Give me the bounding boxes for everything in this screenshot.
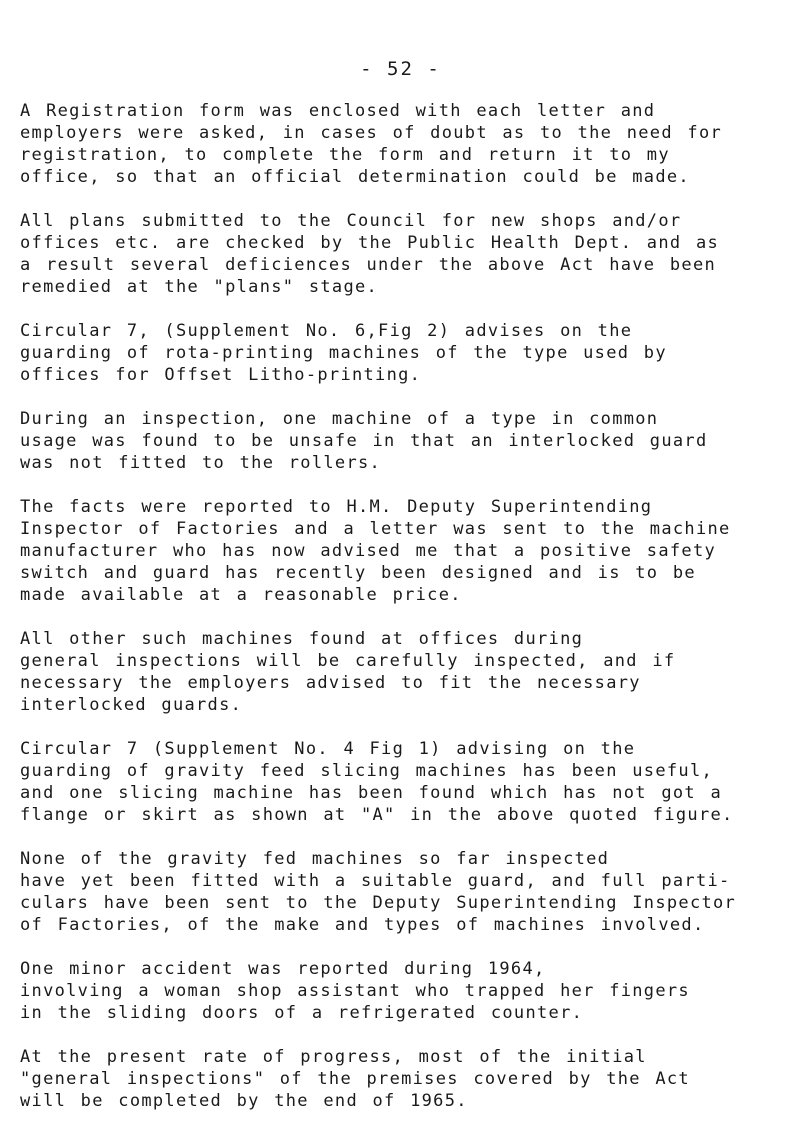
paragraph-inspection-unsafe-machine	[20, 408, 801, 474]
paragraph-circular-7-slicing	[20, 738, 801, 826]
text-line: usage was found to be unsafe in that an interlocked guard	[20, 431, 708, 451]
text-line: was not fitted to the rollers.	[20, 453, 382, 473]
text-line: flange or skirt as shown at "A" in the above quoted figure.	[20, 805, 734, 825]
text-line: "general inspections" of the premises covered by the Act	[20, 1069, 690, 1089]
text-line: None of the gravity fed machines so far inspected	[20, 849, 610, 869]
text-line: switch and guard has recently been designed and is to be	[20, 563, 696, 583]
text-line: of Factories, of the make and types of machines involved.	[20, 915, 705, 935]
text-line: will be completed by the end of 1965.	[20, 1091, 468, 1111]
paragraph-minor-accident	[20, 958, 801, 1024]
paragraph-rate-of-progress	[20, 1046, 801, 1112]
paragraph-registration-form	[20, 100, 801, 188]
text-line: Inspector of Factories and a letter was sent to the machine	[20, 519, 731, 539]
text-line: All other such machines found at offices during	[20, 629, 584, 649]
text-line: A Registration form was enclosed with each letter and	[20, 101, 656, 121]
paragraph-gravity-fed-machines	[20, 848, 801, 936]
text-line: necessary the employers advised to fit the necessary	[20, 673, 641, 693]
page-number: - 52 -	[360, 58, 441, 80]
text-line: guarding of gravity feed slicing machines has been useful,	[20, 761, 714, 781]
text-line: manufacturer who has now advised me that a positive safety	[20, 541, 717, 561]
paragraph-other-machines	[20, 628, 801, 716]
text-line: in the sliding doors of a refrigerated counter.	[20, 1003, 584, 1023]
paragraph-plans-submitted	[20, 210, 801, 298]
text-line: made available at a reasonable price.	[20, 585, 462, 605]
text-line: have yet been fitted with a suitable guard, and full parti-	[20, 871, 731, 891]
text-line: All plans submitted to the Council for new shops and/or	[20, 211, 682, 231]
text-line: One minor accident was reported during 1964,	[20, 959, 546, 979]
text-line: involving a woman shop assistant who trapped her fingers	[20, 981, 690, 1001]
text-line: At the present rate of progress, most of the initial	[20, 1047, 647, 1067]
text-line: During an inspection, one machine of a type in common	[20, 409, 659, 429]
text-line: office, so that an official determination could be made.	[20, 167, 690, 187]
text-line: and one slicing machine has been found which has not got a	[20, 783, 723, 803]
text-line: interlocked guards.	[20, 695, 243, 715]
text-line: employers were asked, in cases of doubt as to the need for	[20, 123, 723, 143]
text-line: guarding of rota-printing machines of the type used by	[20, 343, 667, 363]
paragraph-facts-reported	[20, 496, 801, 606]
text-line: remedied at the "plans" stage.	[20, 277, 379, 297]
text-line: general inspections will be carefully inspected, and if	[20, 651, 676, 671]
text-line: Circular 7, (Supplement No. 6,Fig 2) advises on the	[20, 321, 633, 341]
text-line: offices etc. are checked by the Public Health Dept. and as	[20, 233, 720, 253]
text-line: Circular 7 (Supplement No. 4 Fig 1) advising on the	[20, 739, 636, 759]
text-line: The facts were reported to H.M. Deputy Superintending	[20, 497, 653, 517]
text-line: a result several deficiences under the above Act have been	[20, 255, 717, 275]
paragraph-circular-7-rota-printing	[20, 320, 801, 386]
text-line: culars have been sent to the Deputy Superintending Inspector	[20, 893, 737, 913]
text-line: registration, to complete the form and return it to my	[20, 145, 670, 165]
text-line: offices for Offset Litho-printing.	[20, 365, 422, 385]
